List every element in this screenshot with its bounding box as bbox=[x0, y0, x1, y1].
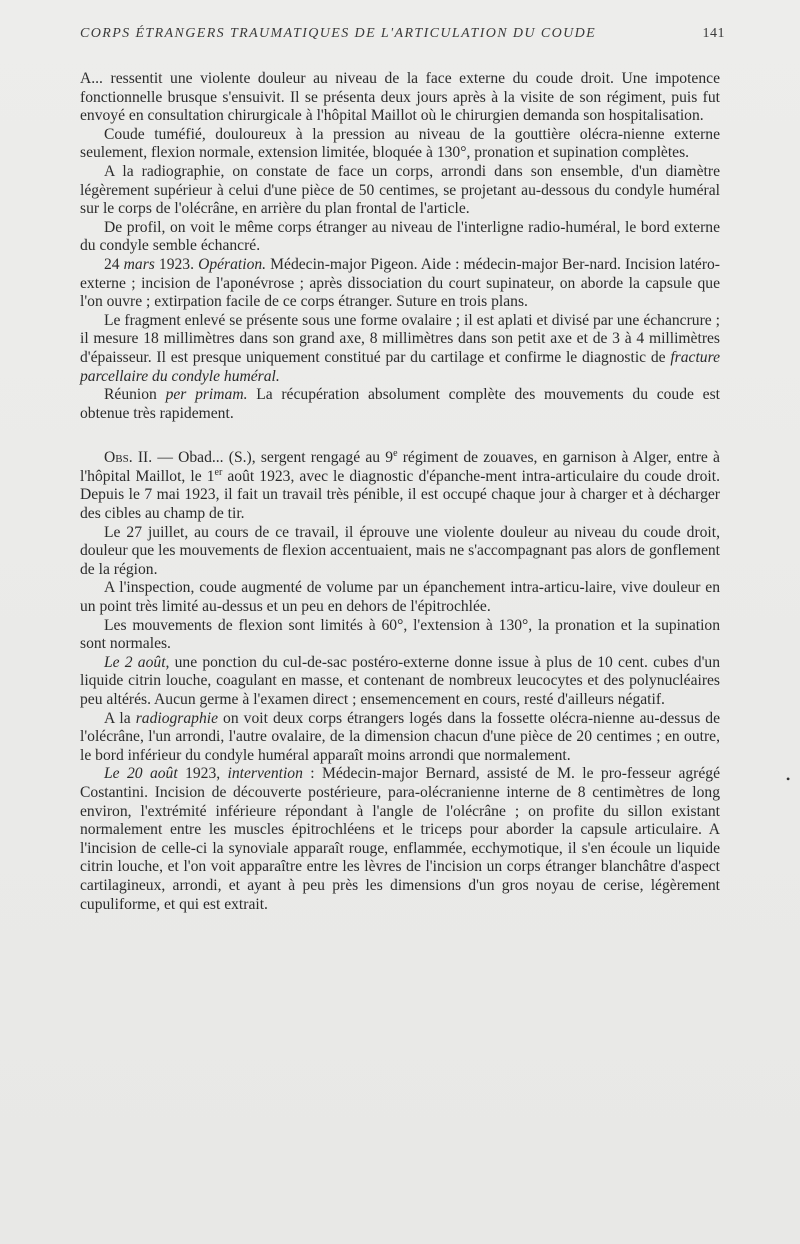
text-run: A l'inspection, coude augmenté de volume par un épanchement intra-articu-laire, vive douleur en un point très limité au-dessus et un peu en dehors de l'épitrochlée. bbox=[80, 579, 720, 616]
paragraph-p9 bbox=[80, 524, 720, 580]
paragraph-p1 bbox=[80, 70, 720, 126]
text-run: radiographie bbox=[135, 709, 219, 727]
running-head-title: CORPS ÉTRANGERS TRAUMATIQUES DE L'ARTICULATION DU COUDE bbox=[80, 26, 597, 41]
paragraph-p5 bbox=[80, 256, 720, 312]
text-run: 1923. bbox=[154, 255, 199, 273]
text-run: Le fragment enlevé se présente sous une forme ovalaire ; il est aplati et divisé par une échancrure ; il mesure 18 millimètres dans son grand axe, 8 millimètres dans son petit axe et de 3 à 4 millimètres d'épaisseur. Il est presque uniquement constitué par du cartilage et confirme le diagnostic de bbox=[80, 311, 720, 366]
text-run: — Obad... (S.), sergent rengagé au 9 bbox=[152, 449, 394, 467]
paragraph-p3 bbox=[80, 163, 720, 219]
text-run: Réunion bbox=[104, 386, 166, 404]
paragraph-p2 bbox=[80, 126, 720, 163]
body-text bbox=[80, 70, 720, 914]
text-run: Le 20 bbox=[104, 765, 150, 783]
text-run: intervention bbox=[227, 765, 303, 783]
text-run: per primam. bbox=[165, 386, 248, 404]
paragraph-p8 bbox=[80, 449, 720, 523]
text-run: e bbox=[393, 448, 398, 460]
page-number: 141 bbox=[702, 26, 725, 41]
paragraph-p6 bbox=[80, 312, 720, 386]
paragraph-p14 bbox=[80, 765, 720, 914]
text-run: A... ressentit une violente douleur au niveau de la face externe du coude droit. Une impotence fonctionnelle brusque s'ensuivit. Il se présenta deux jours après à la visite de son régiment, puis fut envoyé en consultation chirurgicale à l'hôpital Maillot où le chirurgien demanda son hospitalisation. bbox=[80, 70, 720, 125]
text-run: : Médecin-major Bernard, assisté de M. le pro-fesseur agrégé Costantini. Incision de découverte postérieure, para-olécranienne interne de 8 centimètres de long environ, l'extrémité inférieure répondant à l'angle de l'olécrâne ; on profite du sillon existant normalement entre les muscles épitrochléens et le triceps pour aborder la capsule articulaire. A l'incision de celle-ci la synoviale apparaît rouge, enflammée, ecchymotique, il s'en écoule un liquide citrin louche, et l'on voit apparaître entre les lèvres de l'incision un corps étranger blanchâtre d'aspect cartilagineux, arrondi, et ayant à peu près les dimensions d'un gros noyau de cerise, légèrement cupuliforme, et qui est extrait. bbox=[80, 765, 720, 913]
paragraph-p7 bbox=[80, 386, 720, 423]
paragraph-p13 bbox=[80, 710, 720, 766]
text-run: on voit deux corps étrangers logés dans la fossette olécra-nienne au-dessus de l'olécrâne, l'un arrondi, l'autre ovalaire, de la dimension chacun d'une pièce de 20 centimes ; en outre, le bord inférieur du condyle huméral apparaît moins arrondi que normalement. bbox=[80, 709, 721, 764]
paragraph-p4 bbox=[80, 219, 720, 256]
text-run: août 1923, avec le diagnostic d'épanche-ment intra-articulaire du coude droit. Depuis le 7 mai 1923, il fait un travail très pénible, il est occupé chaque jour à charger et à décharger des cibles au champ de tir. bbox=[80, 467, 720, 523]
paragraph-p10 bbox=[80, 579, 720, 616]
text-run: Le 2 bbox=[104, 653, 138, 671]
text-run: août bbox=[149, 765, 178, 783]
text-run: mars bbox=[123, 255, 155, 273]
text-run: De profil, on voit le même corps étranger au niveau de l'interligne radio-huméral, le bord externe du condyle semble échancré. bbox=[80, 218, 720, 255]
running-head bbox=[80, 26, 725, 42]
section-gap bbox=[80, 423, 720, 449]
text-run: fracture parcellaire du condyle huméral. bbox=[80, 348, 720, 385]
paragraph-p12 bbox=[80, 654, 720, 710]
text-run: Le 27 juillet, au cours de ce travail, il éprouve une violente douleur au niveau du coude droit, douleur que les mouvements de flexion accentuaient, mais ne s'accompagnant pas alors de gonflement de la région. bbox=[80, 523, 720, 578]
text-run: 1923, bbox=[177, 765, 228, 783]
text-run: A la radiographie, on constate de face un corps, arrondi dans son ensemble, d'un diamètre légèrement supérieur à celui d'une pièce de 50 centimes, se projetant au-dessous du condyle huméral sur le corps de l'olécrâne, en arrière du plan frontal de l'article. bbox=[80, 162, 720, 218]
text-run: er bbox=[214, 466, 223, 478]
text-run: Opération. bbox=[198, 255, 267, 273]
text-run: une ponction du cul-de-sac postéro-externe donne issue à plus de 10 cent. cubes d'un liquide citrin louche, coagulant en masse, et contenant de nombreux leucocytes et des polynucléaires peu altérés. Aucun germe à l'examen direct ; ensemencement en cours, resté d'ailleurs négatif. bbox=[80, 653, 721, 708]
margin-mark: • bbox=[786, 772, 791, 786]
text-run: 24 bbox=[104, 255, 124, 273]
text-run: La récupération absolument complète des mouvements du coude est obtenue très rapidement. bbox=[80, 386, 720, 422]
text-run: régiment de zouaves, en garnison à Alger, entre à l'hôpital Maillot, le 1 bbox=[80, 449, 720, 485]
text-run: Les mouvements de flexion sont limités à 60°, l'extension à 130°, la pronation et la supination sont normales. bbox=[80, 616, 720, 653]
paragraph-p11 bbox=[80, 617, 720, 654]
text-run: août, bbox=[137, 653, 170, 671]
text-run: Coude tuméfié, douloureux à la pression au niveau de la gouttière olécra-nienne externe seulement, flexion normale, extension limitée, bloquée à 130°, pronation et supination complètes. bbox=[80, 125, 720, 162]
text-run: A la bbox=[104, 709, 136, 727]
text-run: Médecin-major Pigeon. Aide : médecin-major Ber-nard. Incision latéro-externe ; incision de l'aponévrose ; après dissociation du court supinateur, on aborde la capsule que l'on ouvre ; extirpation facile de ce corps étranger. Suture en trois plans. bbox=[80, 255, 720, 311]
text-run: Obs. II. bbox=[104, 449, 153, 467]
